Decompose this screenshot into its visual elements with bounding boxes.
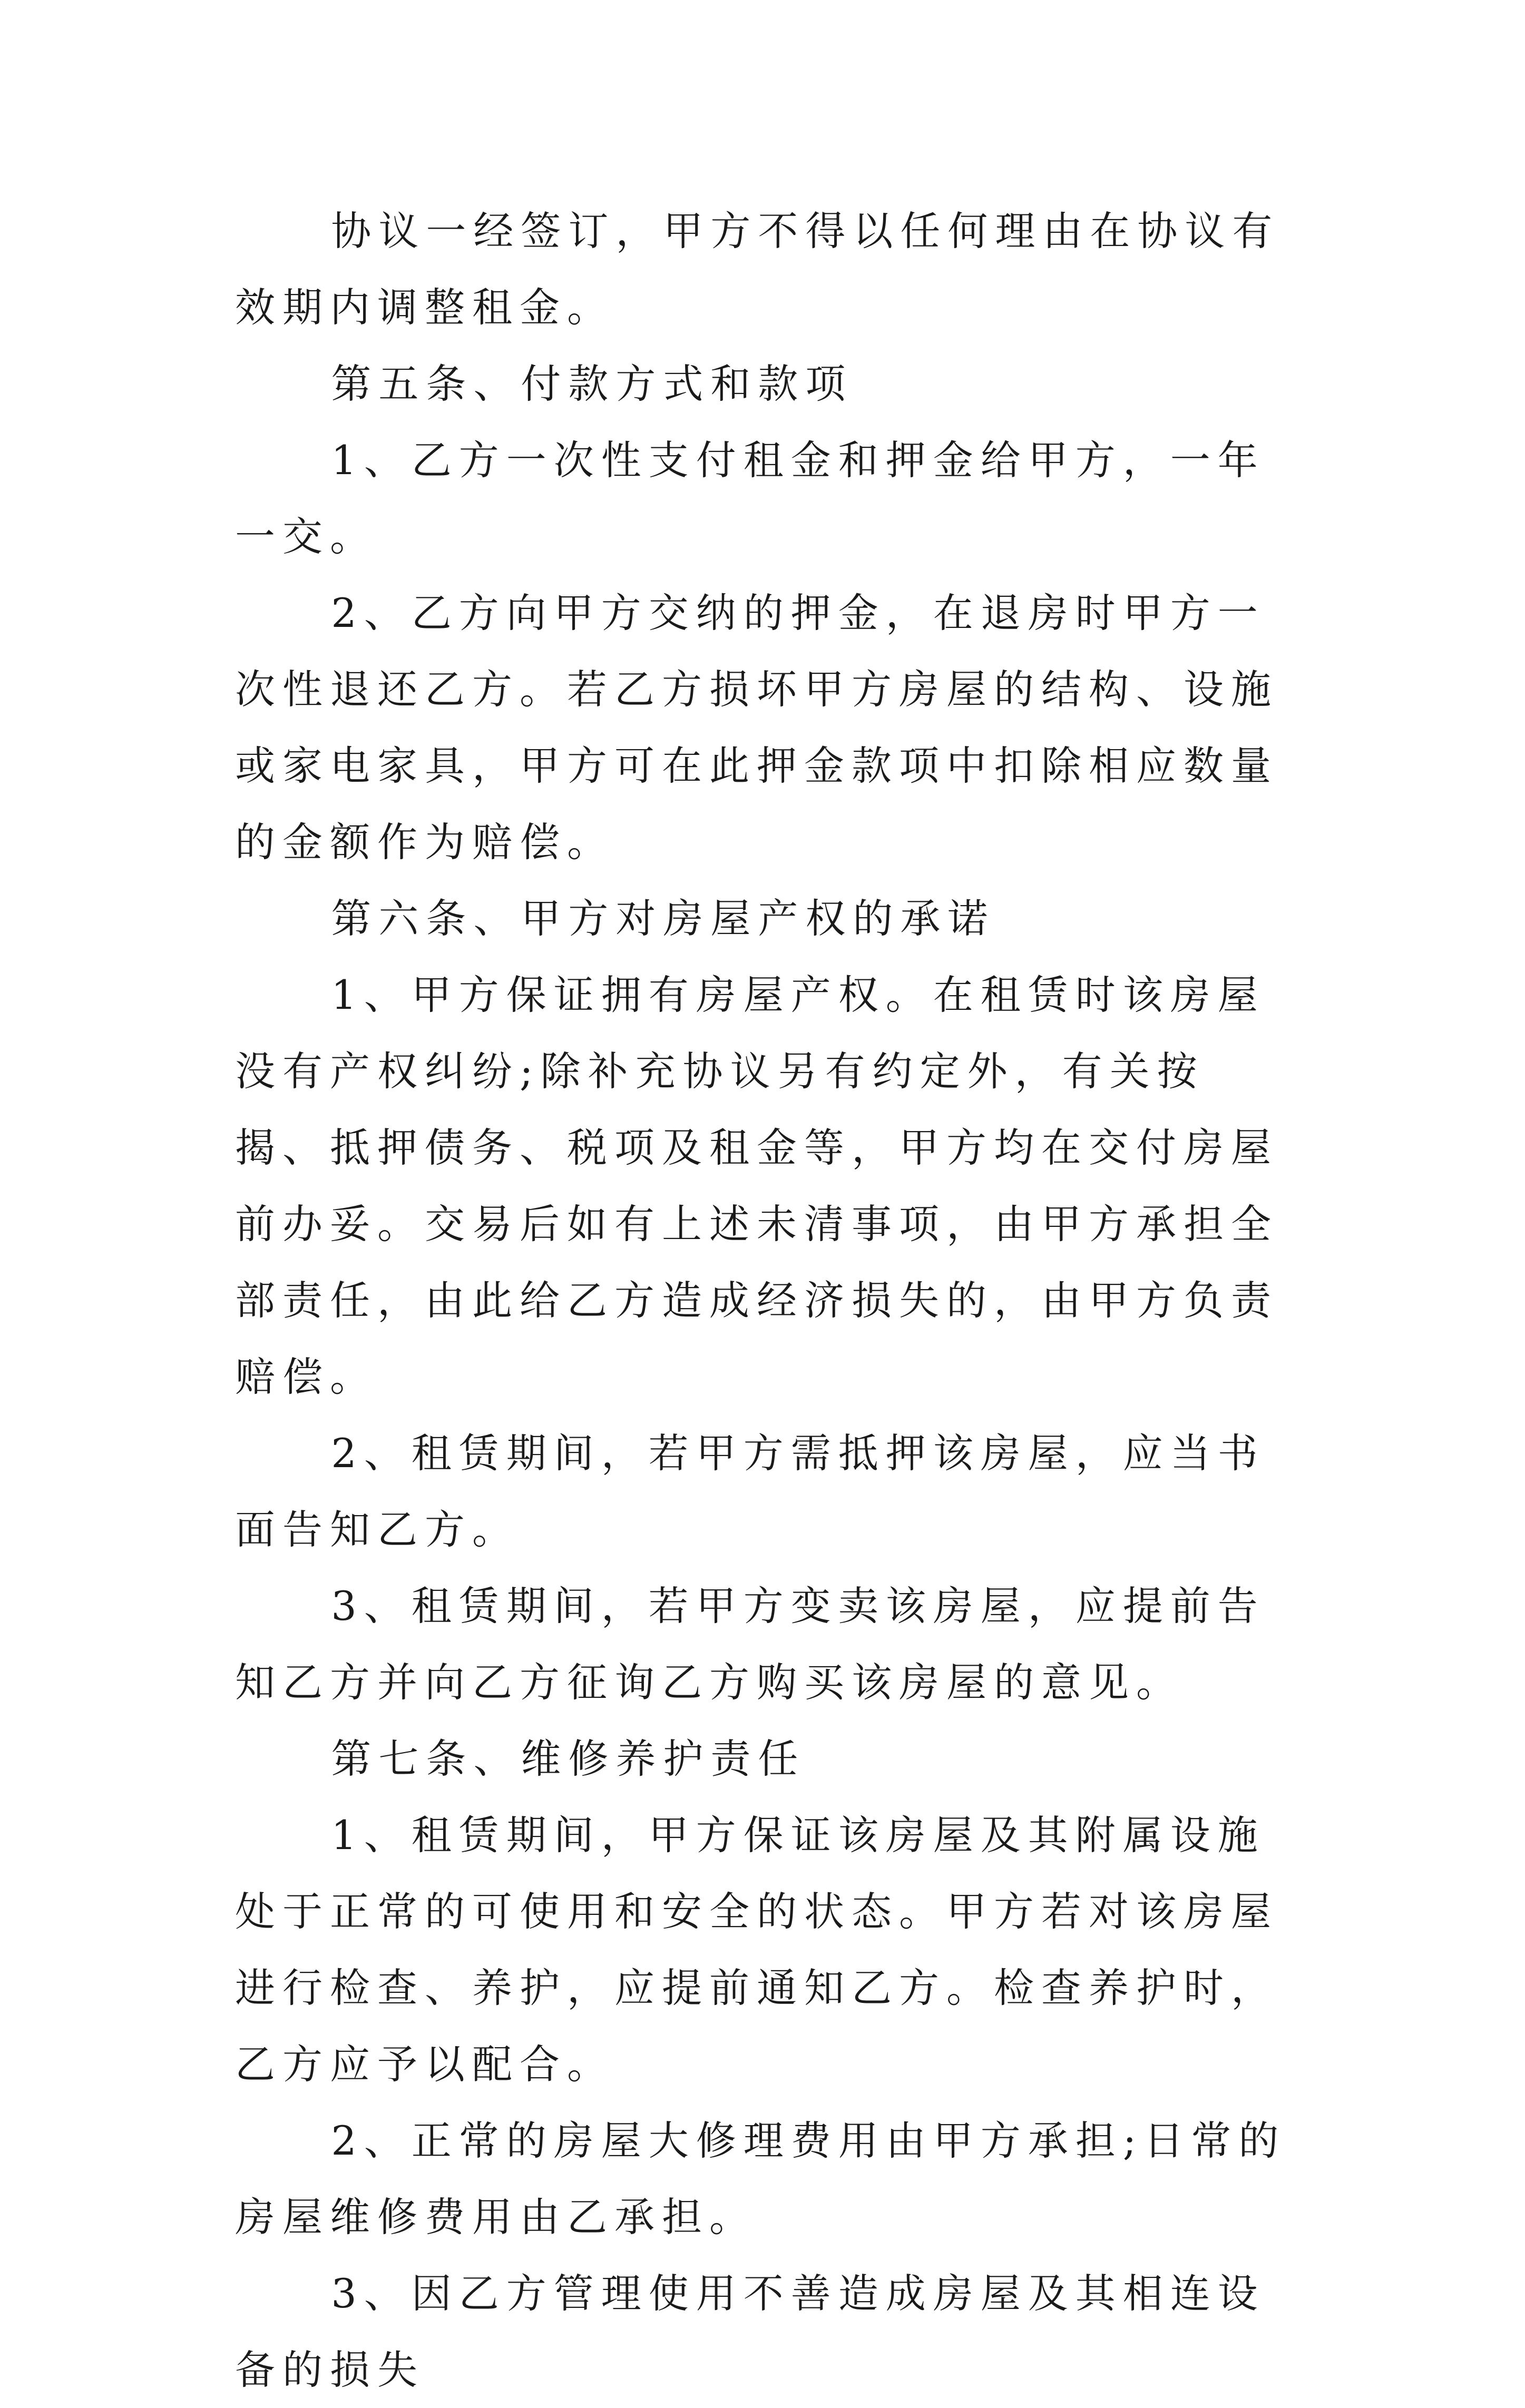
- document-body: [235, 193, 1294, 2408]
- heading-article-5: 第五条、付款方式和款项: [331, 360, 853, 407]
- heading-article-6: 第六条、甲方对房屋产权的承诺: [331, 895, 995, 942]
- paragraph-article-7-item-2: 2、正常的房屋大修理费用由甲方承担;日常的房屋维修费用由乙承担。: [235, 2117, 1286, 2240]
- paragraph-article-6-item-1: 1、甲方保证拥有房屋产权。在租赁时该房屋没有产权纠纷;除补充协议另有约定外，有关按揭、抵押债务、税项及租金等，甲方均在交付房屋前办妥。交易后如有上述未清事项，由甲方承担全部责任，由此给乙方造成经济损失的，由甲方负责赔偿。: [235, 971, 1278, 1400]
- paragraph-article-6-item-2: 2、租赁期间，若甲方需抵押该房屋，应当书面告知乙方。: [235, 1430, 1265, 1553]
- paragraph-article-6-item-3: 3、租赁期间，若甲方变卖该房屋，应提前告知乙方并向乙方征询乙方购买该房屋的意见。: [235, 1583, 1265, 1706]
- paragraph-article-7-item-3: 3、因乙方管理使用不善造成房屋及其相连设备的损失: [235, 2270, 1265, 2393]
- paragraph-article-5-item-1: 1、乙方一次性支付租金和押金给甲方，一年一交。: [235, 437, 1265, 560]
- paragraph-article-5-item-2: 2、乙方向甲方交纳的押金，在退房时甲方一次性退还乙方。若乙方损坏甲方房屋的结构、设施或家电家具，甲方可在此押金款项中扣除相应数量的金额作为赔偿。: [235, 589, 1278, 866]
- paragraph-rent-adjustment: 协议一经签订，甲方不得以任何理由在协议有效期内调整租金。: [235, 208, 1280, 331]
- heading-article-7: 第七条、维修养护责任: [331, 1735, 806, 1782]
- paragraph-article-7-item-1: 1、租赁期间，甲方保证该房屋及其附属设施处于正常的可使用和安全的状态。甲方若对该房屋进行检查、养护，应提前通知乙方。检查养护时，乙方应予以配合。: [235, 1812, 1278, 2088]
